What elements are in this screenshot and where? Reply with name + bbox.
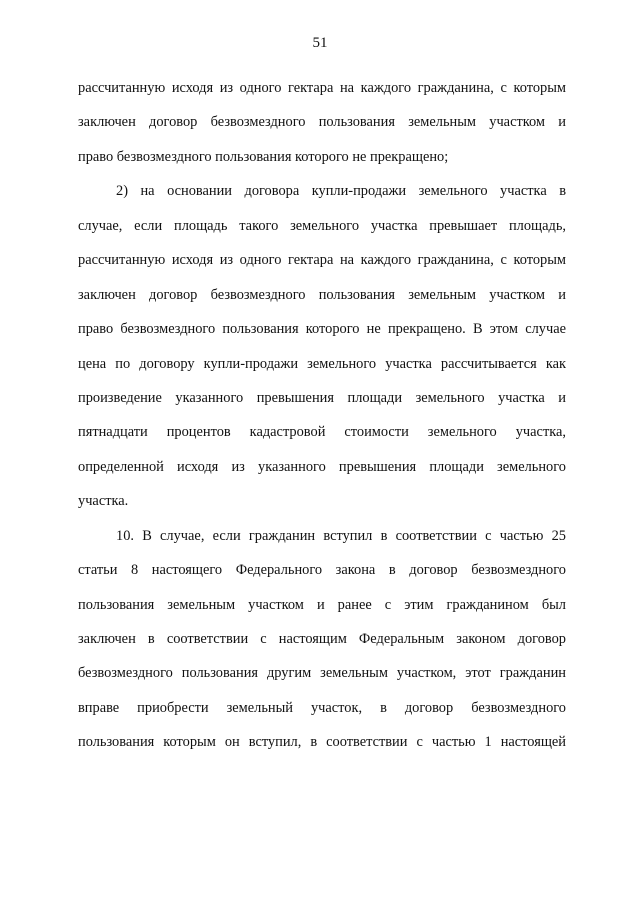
text-line: произведение указанного превышения площади земельного участка и [78,389,566,406]
text-line: рассчитанную исходя из одного гектара на каждого гражданина, с которым [78,80,566,96]
text-line: случае, если площадь такого земельного участка превышает площадь, [78,217,566,234]
body-text [78,79,566,768]
text-line: безвозмездного пользования другим земельным участком, этот гражданин [78,665,566,682]
text-line: пользования земельным участком и ранее с этим гражданином был [78,596,566,613]
text-line: пользования которым он вступил, в соответствии с частью 1 настоящей [78,734,566,751]
text-line: определенной исходя из указанного превышения площади земельного [78,458,566,475]
text-line: право безвозмездного пользования которого не прекращено; [78,148,449,165]
text-line: пятнадцати процентов кадастровой стоимости земельного участка, [78,424,566,441]
page-number: 51 [312,35,328,51]
text-line: статьи 8 настоящего Федерального закона в договор безвозмездного [78,562,566,579]
text-line: заключен в соответствии с настоящим Федеральным законом договор [78,631,566,647]
text-line: право безвозмездного пользования которого не прекращено. В этом случае [78,321,566,338]
text-line: заключен договор безвозмездного пользования земельным участком и [78,286,566,303]
text-line: 2) на основании договора купли-продажи земельного участка в [116,183,566,200]
text-line: рассчитанную исходя из одного гектара на каждого гражданина, с которым [78,252,566,269]
text-line: цена по договору купли-продажи земельного участка рассчитывается как [78,355,566,372]
text-line: заключен договор безвозмездного пользования земельным участком и [78,114,566,131]
text-line: вправе приобрести земельный участок, в договор безвозмездного [78,699,566,716]
text-line: участка. [78,493,129,510]
text-line: 10. В случае, если гражданин вступил в соответствии с частью 25 [116,527,566,544]
